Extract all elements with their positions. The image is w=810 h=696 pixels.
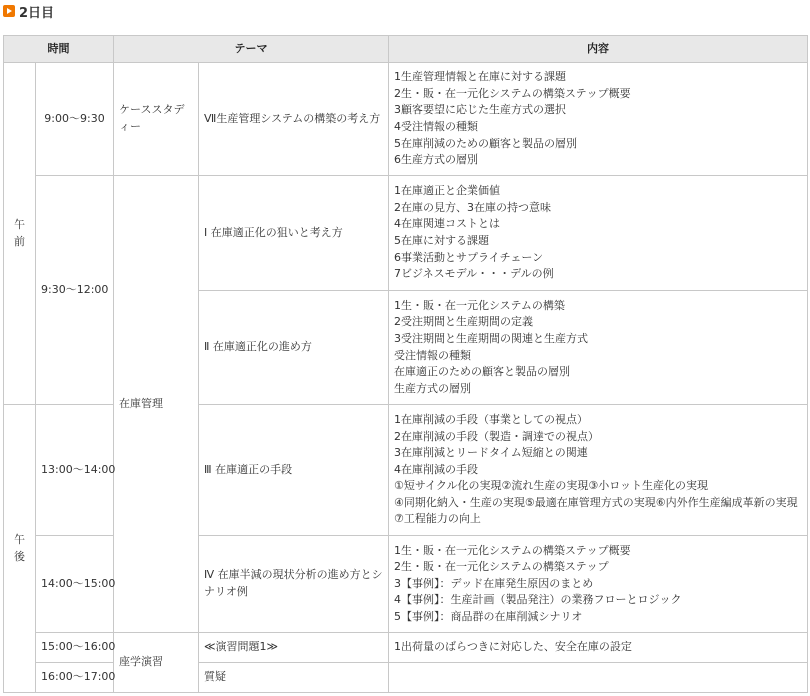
theme-cell: 質疑 xyxy=(199,663,389,693)
content-line: 6事業活動とサプライチェーン xyxy=(394,250,544,264)
table-row xyxy=(4,63,808,176)
content-line: 2受注期間と生産期間の定義 xyxy=(394,315,533,329)
content-line: 3受注期間と生産期間の関連と生産方式 xyxy=(394,331,588,345)
table-row xyxy=(4,176,808,291)
content-line: ④同期化納入・生産の実現⑤最適在庫管理方式の実現⑥内外作生産編成革新の実現⑦工程能力の向上 xyxy=(394,495,798,526)
schedule-table xyxy=(3,35,808,693)
header-content: 内容 xyxy=(389,36,808,63)
time-cell: 9:30～12:00 xyxy=(36,176,114,405)
play-arrow-icon xyxy=(3,5,15,17)
header-theme: テーマ xyxy=(114,36,389,63)
header-row xyxy=(4,36,808,63)
content-line: 3在庫削減とリードタイム短縮との関連 xyxy=(394,446,588,460)
content-line: 4在庫削減の手段 xyxy=(394,462,478,476)
period-afternoon: 午 後 xyxy=(4,405,36,693)
time-cell: 9:00～9:30 xyxy=(36,63,114,176)
header-time: 時間 xyxy=(4,36,114,63)
content-line: 1生産管理情報と在庫に対する課題 xyxy=(394,70,566,84)
content-cell: 1出荷量のばらつきに対応した、安全在庫の設定 xyxy=(389,633,808,663)
theme-cell: Ⅱ 在庫適正化の進め方 xyxy=(199,291,389,405)
content-line: 7ビジネスモデル・・・デルの例 xyxy=(394,267,554,281)
content-cell xyxy=(389,176,808,291)
category-cell: 座学演習 xyxy=(114,633,199,693)
section-title: 2日目 xyxy=(19,5,55,21)
content-line: 5在庫に対する課題 xyxy=(394,234,489,247)
theme-cell: Ⅳ 在庫半減の現状分析の進め方とシナリオ例 xyxy=(199,536,389,633)
content-line: 在庫適正のための顧客と製品の層別 xyxy=(394,365,570,379)
content-line: 1在庫削減の手段（事業としての視点） xyxy=(394,412,588,426)
content-line: 生産方式の層別 xyxy=(394,381,471,395)
content-line: 1生・販・在一元化システムの構築 xyxy=(394,298,565,312)
content-line: 3顧客要望に応じた生産方式の選択 xyxy=(394,103,566,117)
category-cell: ケーススタディー xyxy=(114,63,199,176)
content-line: 5在庫削減のための顧客と製品の層別 xyxy=(394,136,577,150)
content-line: 1在庫適正と企業価値 xyxy=(394,184,500,198)
content-line: 3【事例】：デッド在庫発生原因のまとめ xyxy=(394,576,594,590)
section-heading xyxy=(3,3,54,19)
content-line: 2在庫削減の手段（製造・調達での視点） xyxy=(394,429,599,443)
content-line: 2生・販・在一元化システムの構築ステップ概要 xyxy=(394,86,631,100)
content-cell xyxy=(389,536,808,633)
content-line: 5【事例】：商品群の在庫削減シナリオ xyxy=(394,609,583,623)
content-line: 1生・販・在一元化システムの構築ステップ概要 xyxy=(394,543,631,557)
theme-cell: Ⅰ 在庫適正化の狙いと考え方 xyxy=(199,176,389,291)
table-row xyxy=(4,633,808,663)
content-line: 4在庫関連コストとは xyxy=(394,217,500,231)
period-morning: 午 前 xyxy=(4,63,36,405)
category-cell: 在庫管理 xyxy=(114,176,199,633)
content-line: 4受注情報の種類 xyxy=(394,120,478,133)
time-cell: 16:00～17:00 xyxy=(36,663,114,693)
theme-cell: ≪演習問題1≫ xyxy=(199,633,389,663)
content-cell xyxy=(389,663,808,693)
theme-cell: Ⅲ 在庫適正の手段 xyxy=(199,405,389,536)
content-line: 4【事例】：生産計画（製品発注）の業務フローとロジック xyxy=(394,593,682,607)
content-line: 2生・販・在一元化システムの構築ステップ xyxy=(394,560,609,574)
content-cell xyxy=(389,291,808,405)
content-line: ①短サイクル化の実現②流れ生産の実現③小ロット生産化の実現 xyxy=(394,479,709,493)
theme-cell: Ⅶ生産管理システムの構築の考え方 xyxy=(199,63,389,176)
content-cell xyxy=(389,405,808,536)
content-cell xyxy=(389,63,808,176)
time-cell: 14:00～15:00 xyxy=(36,536,114,633)
content-line: 6生産方式の層別 xyxy=(394,153,478,167)
content-line: 2在庫の見方、3在庫の持つ意味 xyxy=(394,200,551,214)
time-cell: 13:00～14:00 xyxy=(36,405,114,536)
content-line: 受注情報の種類 xyxy=(394,348,471,362)
time-cell: 15:00～16:00 xyxy=(36,633,114,663)
